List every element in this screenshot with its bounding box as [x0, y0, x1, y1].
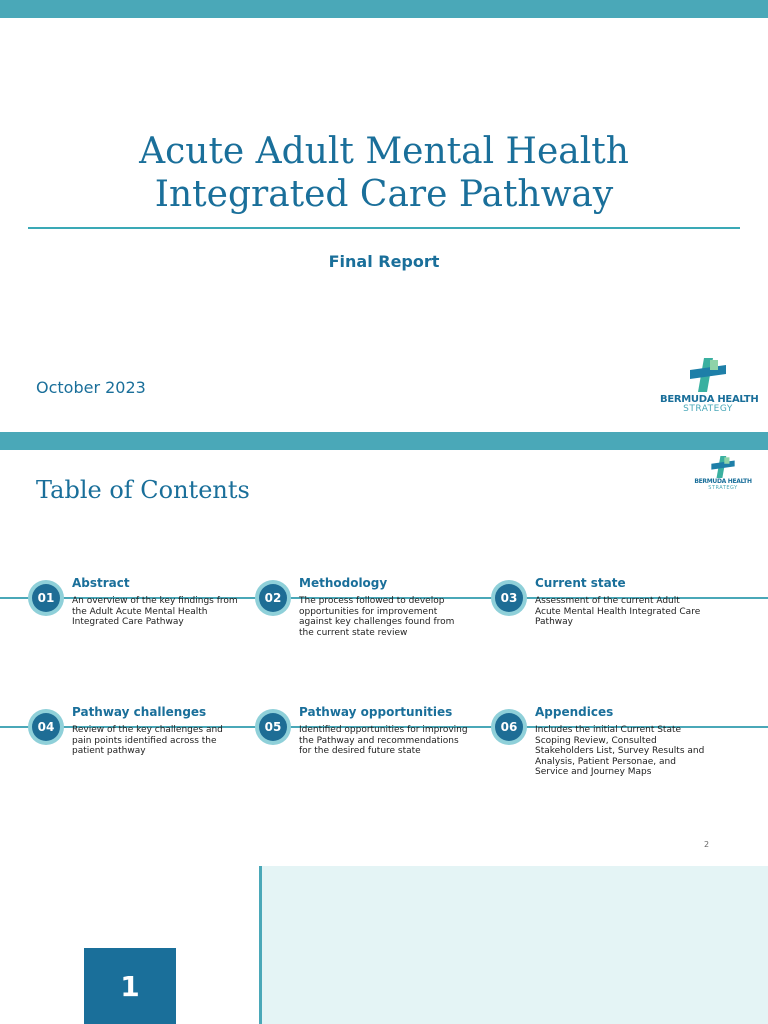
toc-item-desc: Assessment of the current Adult Acute Mental Health Integrated Care Pathway — [535, 596, 701, 627]
cover-logo-name: BERMUDA HEALTH — [660, 394, 759, 405]
section-number-box: 1 — [84, 948, 176, 1024]
toc-logo-name: BERMUDA HEALTH — [694, 478, 752, 485]
toc-item-heading: Pathway opportunities — [299, 705, 453, 719]
toc-item-desc: Includes the initial Current State Scoping Review, Consulted Stakeholders List, Survey Results and Analysis, Patient Personae, and Service and Journey Maps — [535, 725, 705, 777]
cover-title-rule — [28, 227, 740, 229]
toc-title: Table of Contents — [36, 476, 250, 504]
cover-slide — [0, 18, 768, 432]
cover-logo-sub: STRATEGY — [683, 404, 733, 414]
section-panel — [262, 866, 768, 1024]
toc-item-desc: The process followed to develop opportunities for improvement against key challenges found from the current state review — [299, 596, 455, 638]
toc-item-desc: Identified opportunities for improving the Pathway and recommendations for the desired future state — [299, 725, 468, 756]
cover-subtitle: Final Report — [328, 252, 440, 271]
mid-band — [0, 432, 768, 450]
cover-title-line1: Acute Adult Mental Health — [139, 131, 629, 172]
toc-logo-sub: STRATEGY — [708, 485, 738, 491]
toc-item-number: 06 — [495, 713, 523, 741]
toc-item-heading: Abstract — [72, 576, 130, 590]
toc-item-heading: Current state — [535, 576, 626, 590]
toc-item-number: 03 — [495, 584, 523, 612]
toc-item-number: 05 — [259, 713, 287, 741]
cross-logo-icon — [711, 456, 735, 478]
toc-item-heading: Pathway challenges — [72, 705, 207, 719]
toc-logo — [690, 456, 756, 491]
toc-item-number: 04 — [32, 713, 60, 741]
section-divider-line — [259, 866, 262, 1024]
page-number: 2 — [704, 840, 710, 849]
cover-date: October 2023 — [36, 378, 146, 397]
cover-logo — [660, 358, 759, 414]
toc-item-number: 02 — [259, 584, 287, 612]
top-band — [0, 0, 768, 18]
toc-item-number: 01 — [32, 584, 60, 612]
toc-item-heading: Appendices — [535, 705, 614, 719]
toc-item-desc: Review of the key challenges and pain points identified across the patient pathway — [72, 725, 223, 756]
toc-item-desc: An overview of the key findings from the Adult Acute Mental Health Integrated Care Pathway — [72, 596, 238, 627]
cross-logo-icon — [690, 358, 726, 392]
cover-title-line2: Integrated Care Pathway — [154, 174, 614, 215]
toc-item-heading: Methodology — [299, 576, 388, 590]
